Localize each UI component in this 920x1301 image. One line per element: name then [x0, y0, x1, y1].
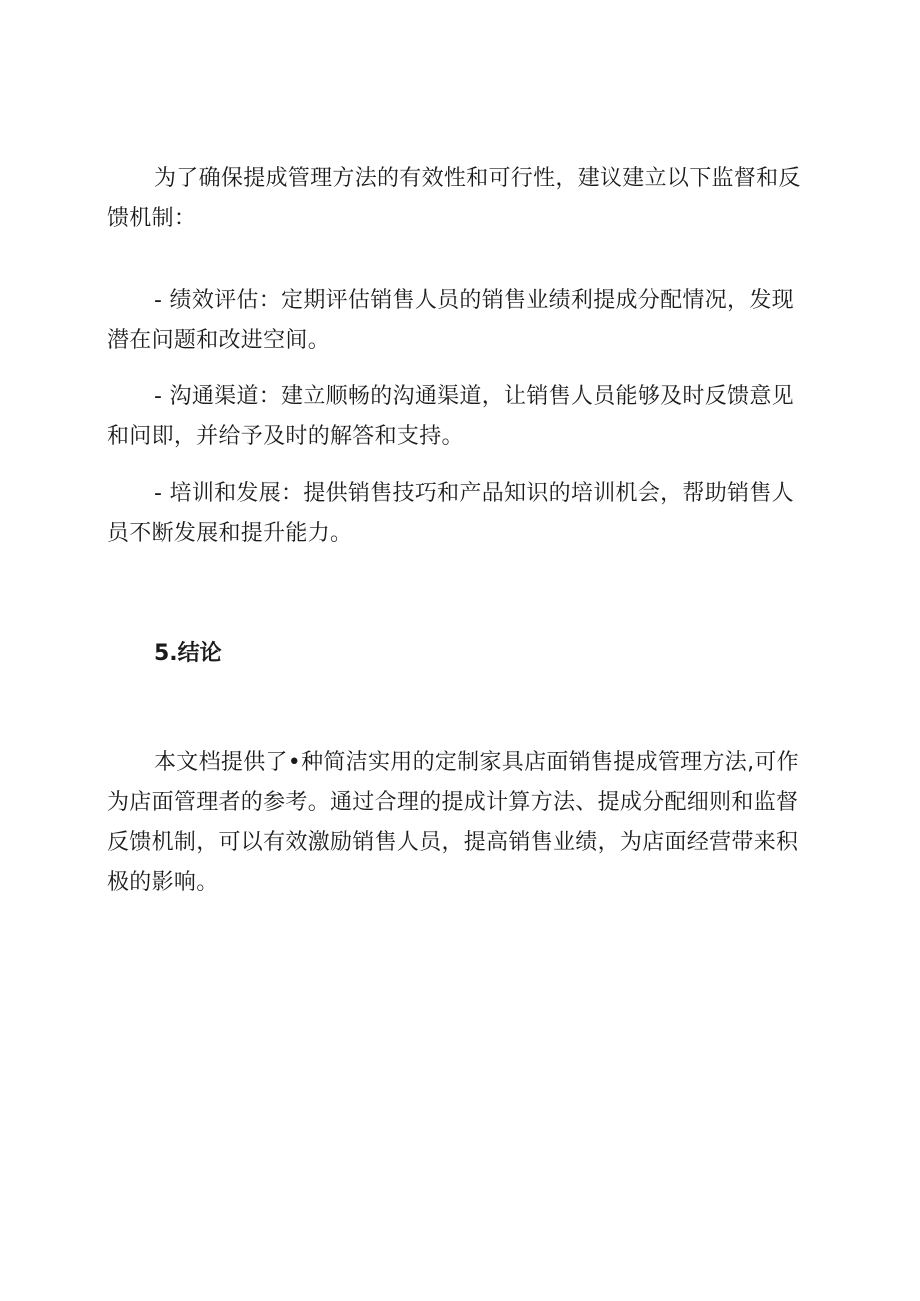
bullet-training-development: - 培训和发展：提供销售技巧和产品知识的培训机会，帮助销售人员不断发展和提升能力。: [107, 481, 794, 546]
section-heading-conclusion: 5.结论: [154, 641, 222, 666]
intro-paragraph: 为了确保提成管理方法的有效性和可行性，建议建立以下监督和反馈机制：: [107, 166, 801, 231]
conclusion-paragraph: 本文档提供了•种简洁实用的定制家具店面销售提成管理方法,可作为店面管理者的参考。通过合理的提成计算方法、提成分配细则和监督反馈机制，可以有效激励销售人员，提高销售业绩，为店面经营带来积极的影响。: [107, 750, 799, 895]
bullet-performance-review: - 绩效评估：定期评估销售人员的销售业绩利提成分配情况，发现潜在问题和改进空间。: [107, 288, 794, 353]
bullet-communication-channel: - 沟通渠道：建立顺畅的沟通渠道，让销售人员能够及时反馈意见和问即，并给予及时的解答和支持。: [107, 384, 794, 449]
